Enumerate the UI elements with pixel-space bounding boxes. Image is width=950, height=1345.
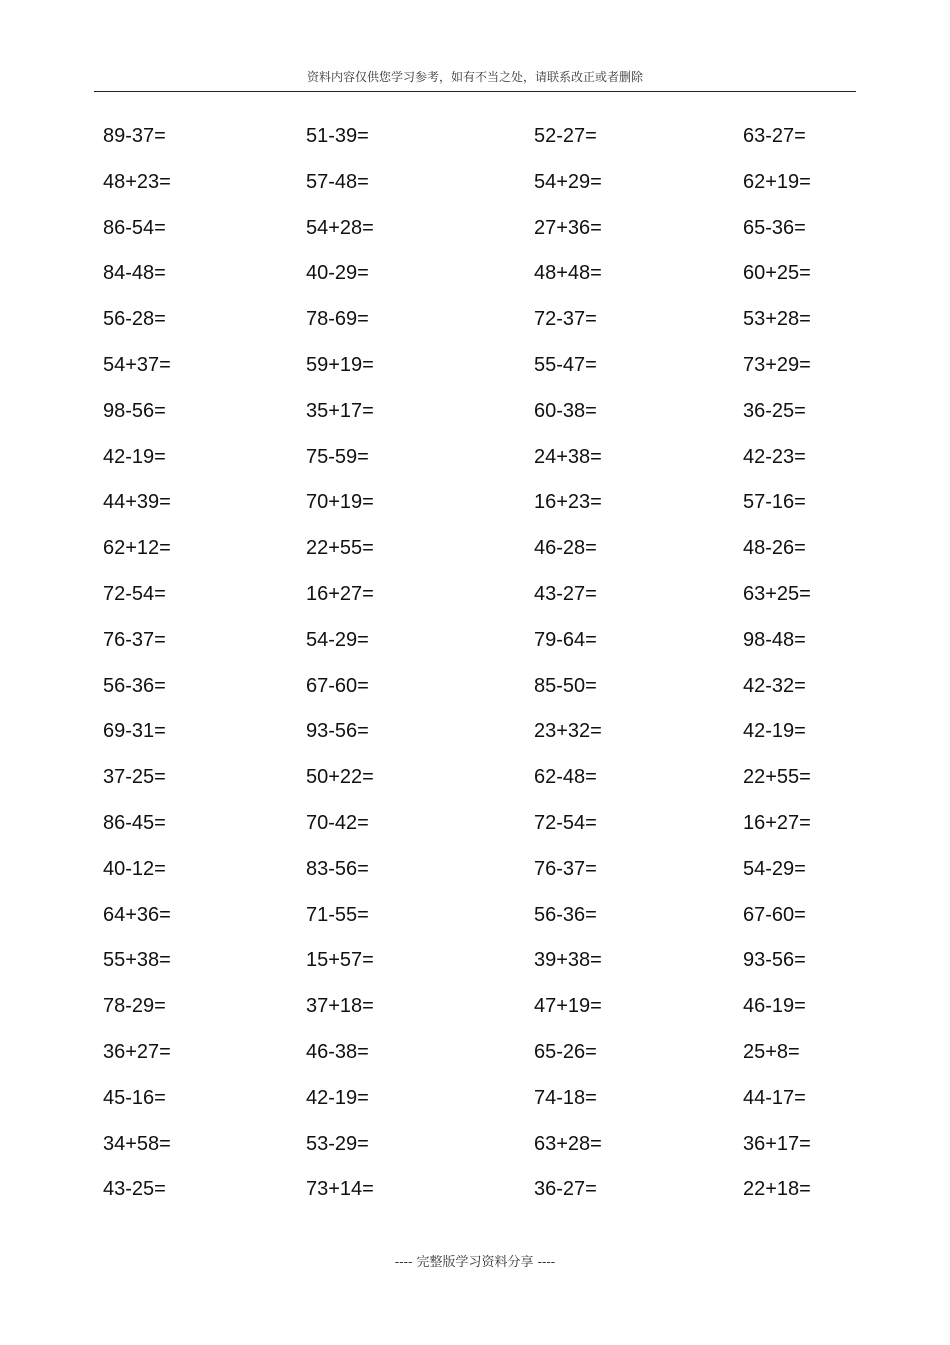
arithmetic-problem: 16+27= <box>306 582 374 605</box>
arithmetic-problem: 43-25= <box>103 1178 166 1201</box>
arithmetic-problem: 83-56= <box>306 857 369 880</box>
arithmetic-problem: 72-54= <box>103 582 166 605</box>
problem-row <box>0 755 950 801</box>
arithmetic-problem: 98-48= <box>743 628 806 651</box>
arithmetic-problem: 59+19= <box>306 353 374 376</box>
arithmetic-problem: 24+38= <box>534 445 602 468</box>
arithmetic-problem: 89-37= <box>103 125 166 147</box>
arithmetic-problem: 98-56= <box>103 399 166 422</box>
arithmetic-problem: 78-29= <box>103 995 166 1018</box>
arithmetic-problem: 76-37= <box>103 628 166 651</box>
arithmetic-problem: 23+32= <box>534 720 602 743</box>
arithmetic-problem: 42-32= <box>743 674 806 697</box>
arithmetic-problem: 54+29= <box>534 170 602 193</box>
arithmetic-problem: 56-28= <box>103 308 166 331</box>
arithmetic-problem: 51-39= <box>306 125 369 147</box>
arithmetic-problem: 65-26= <box>534 1040 597 1063</box>
arithmetic-problem: 48+23= <box>103 170 171 193</box>
arithmetic-problem: 47+19= <box>534 995 602 1018</box>
arithmetic-problem: 53+28= <box>743 308 811 331</box>
problem-row <box>0 572 950 618</box>
arithmetic-problem: 44-17= <box>743 1086 806 1109</box>
arithmetic-problem: 36+17= <box>743 1132 811 1155</box>
problem-row <box>0 389 950 435</box>
arithmetic-problem: 63+25= <box>743 582 811 605</box>
arithmetic-problem: 54-29= <box>743 857 806 880</box>
arithmetic-problem: 93-56= <box>306 720 369 743</box>
arithmetic-problem: 70+19= <box>306 491 374 514</box>
arithmetic-problem: 43-27= <box>534 582 597 605</box>
arithmetic-problem: 55-47= <box>534 353 597 376</box>
arithmetic-problem: 67-60= <box>743 903 806 926</box>
arithmetic-problem: 57-16= <box>743 491 806 514</box>
arithmetic-problem: 60+25= <box>743 262 811 285</box>
problem-row <box>0 114 950 160</box>
arithmetic-problem: 46-38= <box>306 1040 369 1063</box>
arithmetic-problem: 42-19= <box>103 445 166 468</box>
problem-row <box>0 984 950 1030</box>
arithmetic-problem: 62+12= <box>103 537 171 560</box>
problem-row <box>0 526 950 572</box>
arithmetic-problem: 39+38= <box>534 949 602 972</box>
arithmetic-problem: 64+36= <box>103 903 171 926</box>
problem-row <box>0 1122 950 1168</box>
problem-row <box>0 160 950 206</box>
arithmetic-problem: 93-56= <box>743 949 806 972</box>
arithmetic-problem: 74-18= <box>534 1086 597 1109</box>
arithmetic-problem: 16+23= <box>534 491 602 514</box>
arithmetic-problem: 48+48= <box>534 262 602 285</box>
arithmetic-problem: 42-19= <box>306 1086 369 1109</box>
arithmetic-problem: 37+18= <box>306 995 374 1018</box>
problem-grid <box>0 114 950 1213</box>
arithmetic-problem: 78-69= <box>306 308 369 331</box>
arithmetic-problem: 60-38= <box>534 399 597 422</box>
arithmetic-problem: 45-16= <box>103 1086 166 1109</box>
arithmetic-problem: 37-25= <box>103 766 166 789</box>
problem-row <box>0 709 950 755</box>
arithmetic-problem: 55+38= <box>103 949 171 972</box>
arithmetic-problem: 22+18= <box>743 1178 811 1201</box>
arithmetic-problem: 53-29= <box>306 1132 369 1155</box>
arithmetic-problem: 86-45= <box>103 811 166 834</box>
arithmetic-problem: 84-48= <box>103 262 166 285</box>
problem-row <box>0 893 950 939</box>
problem-row <box>0 938 950 984</box>
arithmetic-problem: 46-28= <box>534 537 597 560</box>
arithmetic-problem: 65-36= <box>743 216 806 239</box>
arithmetic-problem: 36-25= <box>743 399 806 422</box>
problem-row <box>0 618 950 664</box>
header-divider <box>94 91 856 92</box>
arithmetic-problem: 48-26= <box>743 537 806 560</box>
problem-row <box>0 206 950 252</box>
arithmetic-problem: 67-60= <box>306 674 369 697</box>
arithmetic-problem: 42-23= <box>743 445 806 468</box>
arithmetic-problem: 16+27= <box>743 811 811 834</box>
arithmetic-problem: 36+27= <box>103 1040 171 1063</box>
arithmetic-problem: 46-19= <box>743 995 806 1018</box>
arithmetic-problem: 50+22= <box>306 766 374 789</box>
problem-row <box>0 480 950 526</box>
arithmetic-problem: 72-54= <box>534 811 597 834</box>
arithmetic-problem: 62-48= <box>534 766 597 789</box>
arithmetic-problem: 22+55= <box>743 766 811 789</box>
problem-row <box>0 251 950 297</box>
arithmetic-problem: 54+37= <box>103 353 171 376</box>
arithmetic-problem: 76-37= <box>534 857 597 880</box>
arithmetic-problem: 35+17= <box>306 399 374 422</box>
arithmetic-problem: 56-36= <box>534 903 597 926</box>
arithmetic-problem: 71-55= <box>306 903 369 926</box>
arithmetic-problem: 62+19= <box>743 170 811 193</box>
problem-row <box>0 801 950 847</box>
problem-row <box>0 1076 950 1122</box>
arithmetic-problem: 73+29= <box>743 353 811 376</box>
arithmetic-problem: 22+55= <box>306 537 374 560</box>
arithmetic-problem: 57-48= <box>306 170 369 193</box>
arithmetic-problem: 52-27= <box>534 125 597 147</box>
arithmetic-problem: 54-29= <box>306 628 369 651</box>
problem-row <box>0 1030 950 1076</box>
arithmetic-problem: 86-54= <box>103 216 166 239</box>
arithmetic-problem: 36-27= <box>534 1178 597 1201</box>
arithmetic-problem: 44+39= <box>103 491 171 514</box>
problem-row <box>0 435 950 481</box>
problem-row <box>0 297 950 343</box>
problem-row <box>0 343 950 389</box>
arithmetic-problem: 40-12= <box>103 857 166 880</box>
arithmetic-problem: 70-42= <box>306 811 369 834</box>
arithmetic-problem: 73+14= <box>306 1178 374 1201</box>
arithmetic-problem: 85-50= <box>534 674 597 697</box>
arithmetic-problem: 56-36= <box>103 674 166 697</box>
arithmetic-problem: 63-27= <box>743 125 806 147</box>
header-note: 资料内容仅供您学习参考，如有不当之处，请联系改正或者删除 <box>306 70 643 84</box>
arithmetic-problem: 40-29= <box>306 262 369 285</box>
arithmetic-problem: 42-19= <box>743 720 806 743</box>
problem-row <box>0 847 950 893</box>
arithmetic-problem: 79-64= <box>534 628 597 651</box>
footer-note: ---- 完整版学习资料分享 ---- <box>394 1255 556 1270</box>
arithmetic-problem: 27+36= <box>534 216 602 239</box>
arithmetic-problem: 63+28= <box>534 1132 602 1155</box>
arithmetic-problem: 75-59= <box>306 445 369 468</box>
arithmetic-problem: 72-37= <box>534 308 597 331</box>
problem-row <box>0 1167 950 1213</box>
arithmetic-problem: 34+58= <box>103 1132 171 1155</box>
arithmetic-problem: 25+8= <box>743 1040 800 1063</box>
arithmetic-problem: 54+28= <box>306 216 374 239</box>
problem-row <box>0 664 950 710</box>
arithmetic-problem: 69-31= <box>103 720 166 743</box>
arithmetic-problem: 15+57= <box>306 949 374 972</box>
